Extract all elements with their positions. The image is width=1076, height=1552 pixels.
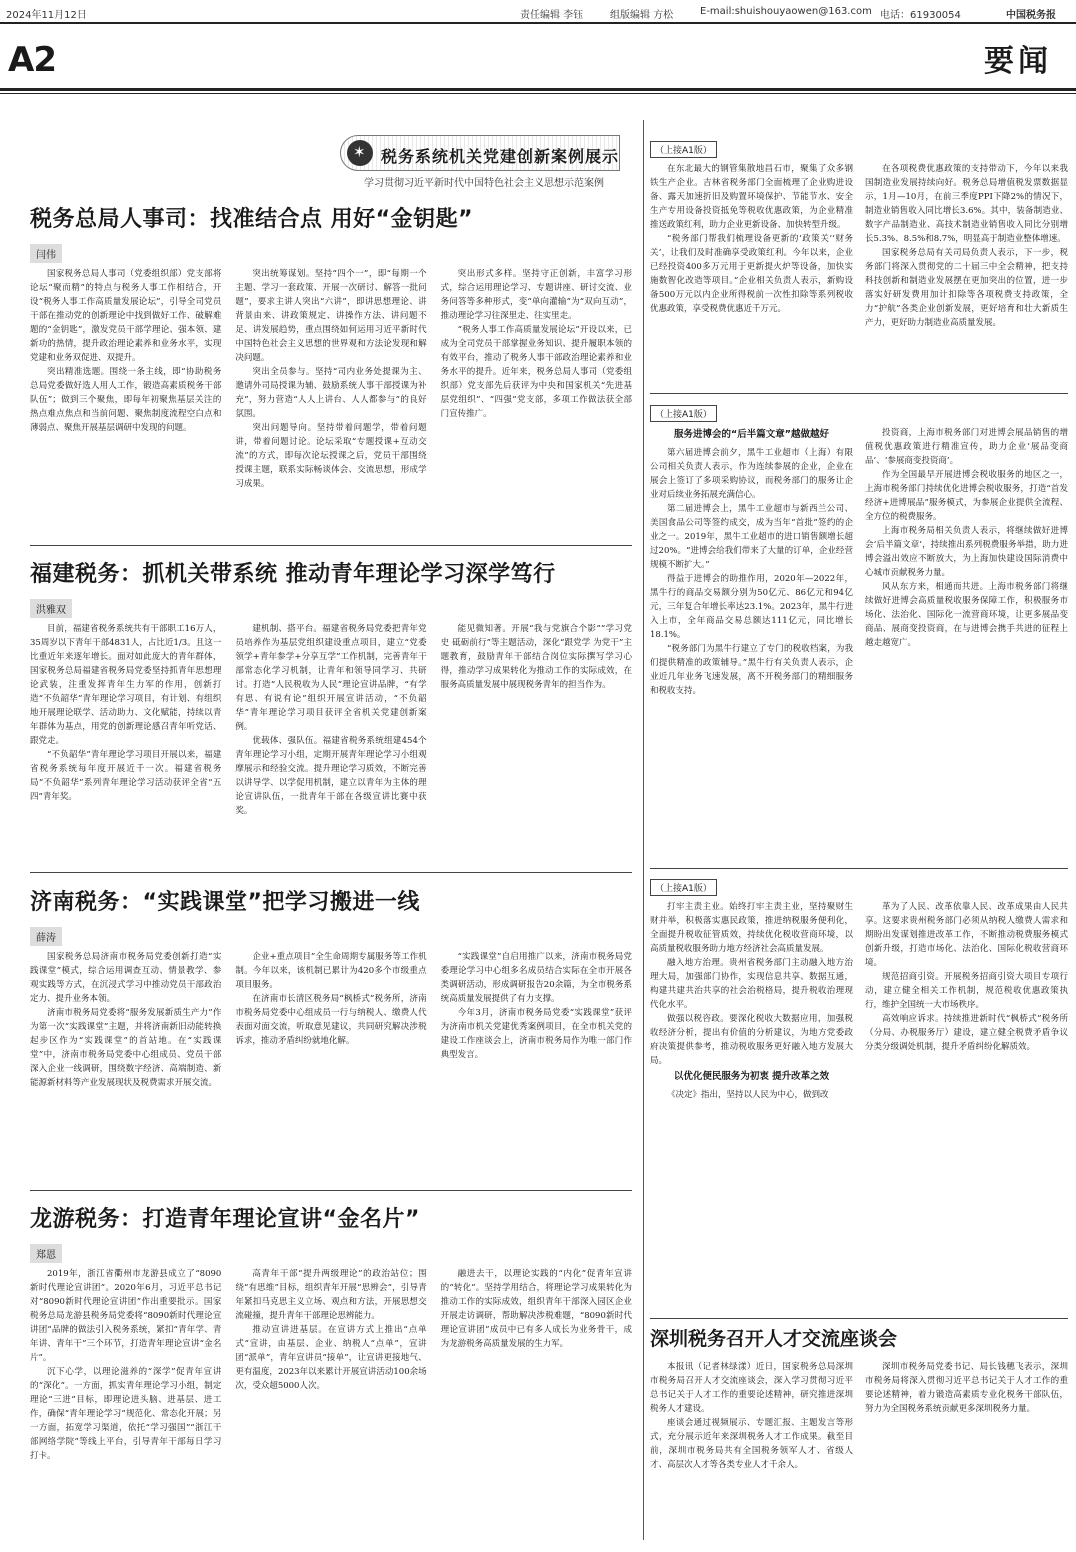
article-column [235, 950, 426, 1090]
article-column [441, 950, 632, 1090]
paragraph: 融入地方治理。贵州省税务部门主动融入地方治理大局，加强部门协作，实现信息共享、数据互通，构建共建共治共享的社会治税格局，提升税收治理现代化水平。 [650, 958, 853, 1010]
article-column [865, 426, 1068, 698]
header-rule [0, 88, 1076, 91]
article-column [235, 622, 426, 818]
paragraph: 做强以税咨政。要深化税收大数据应用，加强税收经济分析，提出有价值的分析建议，为地方党委政府决策提供参考，推动税收服务更好融入地方发展大局。 [650, 1014, 853, 1066]
article-column [650, 426, 853, 698]
paragraph: 深圳市税务局党委书记、局长钱穗飞表示，深圳市税务局将深入贯彻习近平总书记关于人才工作的重要论述精神，着力锻造高素质专业化税务干部队伍，努力为全国税务系统贡献更多深圳税务力量。 [865, 1362, 1068, 1414]
article-column [865, 900, 1068, 1102]
article-separator [650, 868, 1068, 869]
right-article-shenzhen [650, 1326, 1068, 1472]
email: E-mail:shuishouyaowen@163.com [700, 6, 872, 17]
article-column [650, 162, 853, 330]
paragraph: 突出形式多样。坚持守正创新，丰富学习形式，综合运用理论学习、专题讲座、研讨交流、业务问答等多种形式，变“单向灌输”为“双向互动”，推动理论学习往深里走、往实里走。 [440, 269, 632, 321]
article-title: 龙游税务：打造青年理论宣讲“金名片” [30, 1207, 420, 1232]
paragraph: 2019年，浙江省衢州市龙游县成立了“8090新时代理论宣讲团”。2020年6月，习近平总书记对“8090新时代理论宣讲团”作出重要批示。国家税务总局龙游县税务局党委将“8090新时代理论宣讲团”品牌的做法引入税务系统，紧扣“青年学、青年讲、青年干”三个环节，打造青年理论宣讲“金名片”。 [30, 1269, 222, 1363]
paragraph: 高效响应诉求。持续推进新时代“枫桥式”税务所（分局、办税服务厅）建设，建立健全税费矛盾争议分类分级调处机制，提升矛盾纠纷化解质效。 [865, 1014, 1068, 1052]
article-column [865, 162, 1068, 330]
paragraph: 融进去干，以理论实践的“内化”促青年宣讲的“转化”。坚持学用结合，将理论学习成果转化为推动工作的实际成效，组织青年干部深入园区企业开展走访调研，帮助解决涉税难题，“8090新时代理论宣讲团”成员中已有多人成长为业务骨干，成为龙游税务高质量发展的生力军。 [440, 1269, 632, 1349]
paragraph: 国家税务总局济南市税务局党委创新打造“实践课堂”模式，综合运用调查互动、情景教学、参观实践等方式，在沉浸式学习中推动党员干部政治定力、提升业务本领。 [30, 952, 222, 1004]
designer: 组版编辑 方松 [610, 10, 674, 21]
paragraph: 突出精准选题。围绕一条主线，即“协助税务总局党委做好选人用人工作，锻造高素质税务干部队伍”；做到三个聚焦，即每年初聚焦基层关注的热点难点焦点和当前问题、聚焦制度流程空白点和薄弱点、聚焦开展基层调研中发现的问题。 [30, 367, 222, 433]
paragraph: 《决定》指出，坚持以人民为中心，做到改 [667, 1090, 829, 1100]
article-title: 济南税务：“实践课堂”把学习搬进一线 [30, 890, 420, 915]
paragraph: 第二届进博会上，黑牛工业超市与新西兰公司、美国食品公司等签约成交，成为当年“首批”签约的企业之一。2019年，黑牛工业超市的进口销售额增长超过20%。“进博会给我们带来了大量的订单，企业经营规模不断扩大。” [650, 504, 853, 570]
paragraph: 推动宣讲进基层。在宣讲方式上推出“点单式”宣讲，由基层、企业、纳税人“点单”，宣讲团“派单”，青年宣讲员“接单”，让宣讲更接地气、更有温度，2023年以来累计开展宣讲活动100余场次，受众超5000人次。 [235, 1325, 427, 1391]
banner-title: 税务系统机关党建创新案例展示 [381, 147, 620, 166]
column-divider [643, 120, 644, 1540]
paragraph: 第六届进博会前夕，黑牛工业超市（上海）有限公司相关负责人表示，作为连续参展的企业，企业在展会上签订了多项采购协议，而税务部门的服务让企业对后续业务拓展充满信心。 [650, 448, 853, 500]
paragraph: 突出问题导向。坚持带着问题学，带着问题讲，带着问题讨论。论坛采取“专题授课+互动交流”的方式，即每次论坛授课之后，党员干部围绕授课主题，联系实际畅谈体会、交流思想，形成学习成果。 [235, 423, 427, 489]
article-jinan [30, 888, 632, 1090]
issue-date: 2024年11月12日 [6, 10, 87, 21]
article-author: 闫伟 [30, 244, 62, 263]
editor: 责任编辑 李钰 [520, 10, 584, 21]
article-column [30, 622, 221, 818]
paragraph: 座谈会通过视频展示、专题汇报、主题发言等形式，充分展示近年来深圳税务人才工作成果。截至目前，深圳市税务局共有全国税务领军人才、省级人才、高层次人才等各类专业人才千余人。 [650, 1418, 853, 1470]
article-column [650, 1360, 853, 1472]
article-title: 福建税务：抓机关带系统 推动青年理论学习深学笃行 [30, 562, 556, 587]
continued-tag: （上接A1版） [650, 141, 717, 158]
paragraph: 沉下心学，以理论滋养的“深学”促青年宣讲的“深化”。一方面，抓实青年理论学习小组，制定理论“三进”目标，即理论进头脑、进基层、进工作，确保“青年理论学习”规范化、常态化开展；另一方面，拓宽学习渠道，依托“学习强国”“浙江干部网络学院”等线上平台，引导青年干部每日学习打卡。 [30, 1367, 222, 1461]
page-number: A2 [8, 40, 56, 80]
paragraph: 建机制、搭平台。福建省税务局党委把青年党员培养作为基层党组织建设重点项目，建立“党委领学+青年参学+分享互学”工作机制，完善青年干部常态化学习机制，让青年和领导同学习、共研讨。打造“人民税收为人民”理论宣讲品牌，“有学有思、有说有论”组织开展宣讲活动，“不负韶华”青年理论学习项目获评全省机关党建创新案例。 [235, 624, 427, 732]
paragraph: 今年3月，济南市税务局党委“实践课堂”获评为济南市机关党建优秀案例项目，在全市机关党的建设工作座谈会上，济南市税务局作为唯一部门作典型发言。 [440, 1008, 632, 1060]
paragraph: 在各项税费优惠政策的支持带动下，今年以来我国制造业发展持续向好。税务总局增值税发票数据显示，1月—10月，在前三季度PPI下降2%的情况下，制造业销售收入同比增长3.6%。其中，装备制造业、数字产品制造业、高技术制造业销售收入同比分别增长5.3%、8.5%和8.7%，明显高于制造业整体增速。 [865, 164, 1068, 244]
paragraph: 企业+重点项目”全生命周期专属服务等工作机制。今年以来，该机制已累计为420多个市级重点项目服务。 [235, 952, 427, 990]
right-article-manufacturing [650, 138, 1068, 330]
paragraph: “税务部门帮我们梳理设备更新的‘政策关’‘财务关’，让我们及时准确享受政策红利。今年以来，企业已经投资400多万元用于更新提火炉等设备，加快实施数智化改造等项目。”企业相关负责人表示，新购设备500万元以内企业所得税前一次性扣除等系列税收优惠政策，享受税费优惠近千万元。 [650, 234, 853, 314]
article-column [650, 900, 853, 1102]
paper-name: 中国税务报 [1006, 10, 1056, 21]
article-column [441, 622, 632, 818]
article-separator [30, 872, 632, 873]
paragraph: 作为全国最早开展进博会税收服务的地区之一，上海市税务部门持续优化进博会税收服务，打造“首发经济+进博展品”服务模式，为参展企业提供全流程、全方位的税费服务。 [865, 470, 1068, 522]
article-column [30, 267, 221, 491]
paragraph: “税务部门为黑牛行建立了专门的税收档案，为我们提供精准的政策辅导。”黑牛行有关负责人表示，企业近几年业务飞速发展，离不开税务部门的精细服务和税收支持。 [650, 644, 853, 696]
paragraph: 济南市税务局党委将“服务发展新质生产力”作为第一次“实践课堂”主题，并将济南新旧动能转换起步区作为“实践课堂”的首站地。在“实践课堂”中，济南市税务局党委中心组成员、党员干部深入企业一线调研，围绕数字经济、高端制造、新能源新材料等产业发展现状及税费需求开展交流。 [30, 1008, 222, 1088]
paragraph: 上海市税务局相关负责人表示，将继续做好进博会‘后半篇文章’，持续推出系列税费服务举措，助力进博会溢出效应不断放大，为上海加快建设国际消费中心城市贡献税务力量。 [865, 526, 1068, 578]
right-article-guizhou [650, 876, 1068, 1102]
paragraph: “不负韶华”青年理论学习项目开展以来，福建省税务系统每年度开展近千一次。福建省税务局“不负韶华”系列青年理论学习活动获评全省“五四”青年奖。 [30, 750, 222, 802]
paragraph: 优载体、强队伍。福建省税务系统组建454个青年理论学习小组，定期开展青年理论学习小组观摩展示和经验交流。提升理论学习质效，不断完善以讲导学、以学促用机制，建立以青年为主体的理论宣讲队伍，一批青年干部在各级宣讲比赛中获奖。 [235, 736, 427, 816]
paragraph: 打牢主责主业。始终打牢主责主业，坚持聚财生财并举，积极落实惠民政策，推进纳税服务便利化，全面提升税收征管质效，持续优化税收营商环境，以高质量税收服务助力地方经济社会高质量发展。 [650, 902, 853, 954]
article-column [441, 1267, 632, 1463]
article-separator [650, 1318, 1068, 1319]
banner-subtitle: 学习贯彻习近平新时代中国特色社会主义思想示范案例 [364, 178, 604, 189]
paragraph: “税务人事工作高质量发展论坛”开设以来，已成为全司党员干部掌握业务知识、提升履职本领的有效平台，推动了税务人事干部政治理论素养和业务水平的提升。近年来，税务总局人事司（党委组织部）党支部先后获评为中央和国家机关“先进基层党组织”、“四强”党支部，多项工作做法获全部门宣传推广。 [440, 325, 632, 419]
article-fujian [30, 560, 632, 818]
article-separator [650, 393, 1068, 394]
paragraph: 本报讯（记者林绿漾）近日，国家税务总局深圳市税务局召开人才交流座谈会，深入学习贯彻习近平总书记关于人才工作的重要论述精神，研究推进深圳税务人才建设。 [650, 1362, 853, 1414]
paragraph: 得益于进博会的助推作用，2020年—2022年，黑牛行的商品交易额分别为50亿元、86亿元和94亿元，三年复合年增长率达23.1%。2023年，黑牛行进入上市，全年商品交易总额达111亿元，同比增长18.1%。 [650, 574, 853, 640]
header-rule-thin [0, 93, 1076, 94]
emblem-icon [347, 140, 373, 166]
article-column [441, 267, 632, 491]
series-banner [340, 135, 620, 171]
article-column [235, 267, 426, 491]
paragraph: 投资商，上海市税务部门对进博会展品销售的增值税优惠政策进行精准宣传，助力企业‘展品变商品’、‘参展商变投资商’。 [865, 428, 1068, 466]
article-separator [30, 1190, 632, 1191]
phone: 电话：61930054 [880, 10, 961, 21]
paragraph: 规范招商引资。开展税务招商引资大项目专项行动，建立健全相关工作机制，规范税收优惠政策执行，维护全国统一大市场秩序。 [865, 972, 1068, 1010]
article-author: 薛涛 [30, 927, 62, 946]
article-title: 税务总局人事司：找准结合点 用好“金钥匙” [30, 207, 474, 232]
article-column [865, 1360, 1068, 1472]
article-renshisi [30, 205, 632, 491]
article-subhead: 服务进博会的“后半篇文章”越做越好 [674, 429, 829, 440]
paragraph: 在东北最大的钢管集散地昌石市，聚集了众多钢铁生产企业。吉林省税务部门全面梳理了企业购进设备、露天加速折旧及购置环境保护、节能节水、安全生产专用设备投资抵免等税收优惠政策，为企业精准推送政策红利，助力企业更新设备、加快转型升级。 [650, 164, 853, 230]
article-author: 郑恩 [30, 1244, 62, 1263]
top-rule [0, 22, 1076, 24]
article-subhead: 以优化便民服务为初衷 提升改革之效 [673, 1071, 830, 1082]
section-title: 要闻 [984, 44, 1052, 79]
paragraph: 目前，福建省税务系统共有干部职工16万人，35周岁以下青年干部4831人，占比近1/3。且这一比重近年来逐年增长。面对如此庞大的青年群体，国家税务总局福建省税务局党委坚持抓青年思想理论武装，注重发挥青年生力军的作用，创新打造“不负韶华”青年理论学习项目，有计划、有组织地开展理论联学、活动助力、文化赋能，持续以青年群体为基点，用党的创新理论感召青年听党话、跟党走。 [30, 624, 222, 746]
paragraph: 风从东方来，相通而共进。上海市税务部门将继续做好进博会高质量税收服务保障工作，积极服务市场化、法治化、国际化一流营商环境，让更多展品变商品、展商变投资商，在与进博会携手共进的征程上越走越宽广。 [865, 582, 1068, 648]
article-longyou [30, 1205, 632, 1463]
paragraph: “实践课堂”自启用推广以来，济南市税务局党委理论学习中心组多名成员结合实际在全市开展各类调研活动，形成调研报告20余篇，为全市税务系统高质量发展提供了有力支撑。 [440, 952, 632, 1004]
right-article-expo [650, 402, 1068, 698]
paragraph: 突出全员参与。坚持“司内业务处提课为主、邀请外司局授课为辅、鼓励系统人事干部授课为补充”，努力营造“人人上讲台、人人都参与”的良好氛围。 [235, 367, 427, 419]
paragraph: 国家税务总局人事司（党委组织部）党支部将论坛“聚而精”的特点与税务人事工作相结合，开设“税务人事工作高质量发展论坛”，引导全司党员干部在推动党的创新理论中找到做好工作、破解难题的“金钥匙”，激发党员干部学理论、强本领、建新功的热情，提升政治理论素养和业务水平，实现党建和业务双促进、双提升。 [30, 269, 222, 363]
article-author: 洪雅双 [30, 599, 72, 618]
paragraph: 在济南市长清区税务局“枫桥式”税务所，济南市税务局党委中心组成员一行与纳税人、缴费人代表面对面交流，听取意见建议，共同研究解决涉税诉求，推动矛盾纠纷就地化解。 [235, 994, 427, 1046]
continued-tag: （上接A1版） [650, 879, 717, 896]
paragraph: 能见微知著。开展“我与党旗合个影”“学习党史 砥砺前行”等主题活动，深化“跟党学 为党干”主题教育，鼓励青年干部结合岗位实际撰写学习心得，推动学习成果转化为推动工作的实际成效，在服务高质量发展中展现税务青年的担当作为。 [440, 624, 632, 690]
paragraph: 高青年干部“提升两级理论”的政治站位；围绕“有思维”目标，组织青年开展“思辨会”，引导青年紧扣马克思主义立场、观点和方法，开展思想交流碰撞，提升青年干部理论思辨能力。 [235, 1269, 427, 1321]
article-column [30, 950, 221, 1090]
paragraph: 突出统筹谋划。坚持“四个一”，即“每期一个主题、学习一套政策、开展一次研讨、解答一批问题”，要求主讲人突出“六讲”，即讲思想理论、讲背景由来、讲政策规定、讲操作方法、讲问题不足、讲发展趋势，重点围绕如何运用习近平新时代中国特色社会主义思想的世界观和方法论发现和解决问题。 [235, 269, 427, 363]
article-title: 深圳税务召开人才交流座谈会 [650, 1328, 898, 1350]
masthead [0, 0, 1076, 22]
article-column [30, 1267, 221, 1463]
article-separator [30, 545, 632, 546]
continued-tag: （上接A1版） [650, 405, 717, 422]
article-column [235, 1267, 426, 1463]
paragraph: 国家税务总局有关司局负责人表示，下一步，税务部门将深入贯彻党的二十届三中全会精神，把支持科技创新和制造业发展摆在更加突出的位置，进一步落实好研发费用加计扣除等各项税费支持政策，全力“护航”各类企业创新发展，更好培育和壮大新质生产力，更好助力制造业高质量发展。 [865, 248, 1068, 328]
paragraph: 革为了人民、改革依靠人民、改革成果由人民共享。这要求贵州税务部门必须从纳税人缴费人需求和期盼出发谋划推进改革工作，不断推动税费服务模式创新升级，打造市场化、法治化、国际化税收营商环境。 [865, 902, 1068, 968]
